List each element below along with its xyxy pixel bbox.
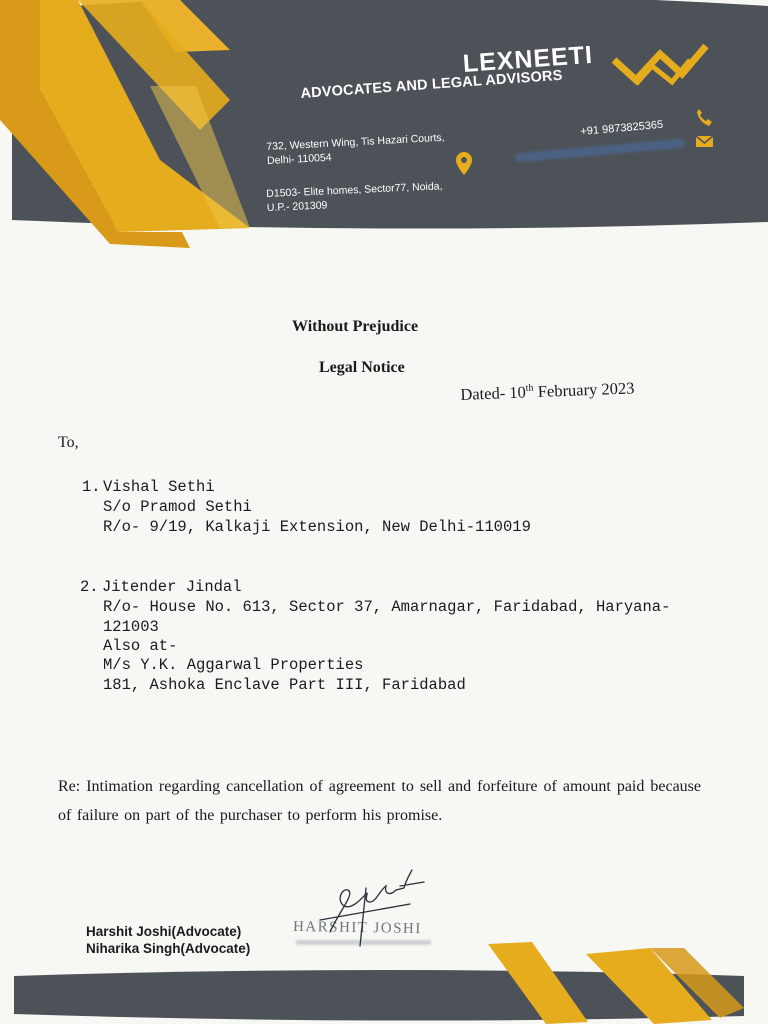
subject-paragraph: Re: Intimation regarding cancellation of agreement to sell and forfeiture of amount paid because of failure on part of the purchaser to perform his promise. (58, 778, 701, 824)
recipient-firm-address: 181, Ashoka Enclave Part III, Faridabad (103, 676, 466, 694)
recipient-address: R/o- 9/19, Kalkaji Extension, New Delhi-110019 (103, 518, 531, 536)
recipient-relation: S/o Pramod Sethi (103, 498, 252, 516)
office-address-noida: D1503- Elite homes, Sector77, Noida, U.P.- 201309 (266, 180, 443, 214)
office-address-delhi: 732, Western Wing, Tis Hazari Courts, Delhi- 110054 (266, 131, 445, 167)
recipient-firm: M/s Y.K. Aggarwal Properties (103, 656, 364, 674)
signatory-1: Harshit Joshi(Advocate) (86, 924, 242, 939)
recipient-number: 1. (82, 478, 101, 496)
mail-icon (696, 136, 713, 147)
signatory-2: Niharika Singh(Advocate) (86, 941, 251, 956)
phone-number: +91 9873825365 (580, 118, 664, 138)
recipient-pincode: 121003 (103, 618, 159, 636)
footer-banner (0, 930, 768, 1024)
recipient-address: R/o- House No. 613, Sector 37, Amarnagar, Faridabad, Haryana- (103, 598, 671, 616)
recipient-name: Jitender Jindal (102, 578, 242, 596)
recipient-name: Vishal Sethi (103, 478, 215, 496)
legal-notice-heading: Legal Notice (319, 359, 405, 376)
to-label: To, (58, 434, 79, 451)
without-prejudice-heading: Without Prejudice (292, 318, 419, 335)
notice-date: Dated- 10th February 2023 (460, 378, 635, 404)
also-at-label: Also at- (103, 637, 178, 655)
brand-subtitle: ADVOCATES AND LEGAL ADVISORS (300, 67, 564, 102)
signature-stamp: HARSHIT JOSHI (292, 918, 422, 938)
recipient-number: 2. (80, 578, 99, 596)
brand-name: LEXNEETI (462, 40, 594, 78)
